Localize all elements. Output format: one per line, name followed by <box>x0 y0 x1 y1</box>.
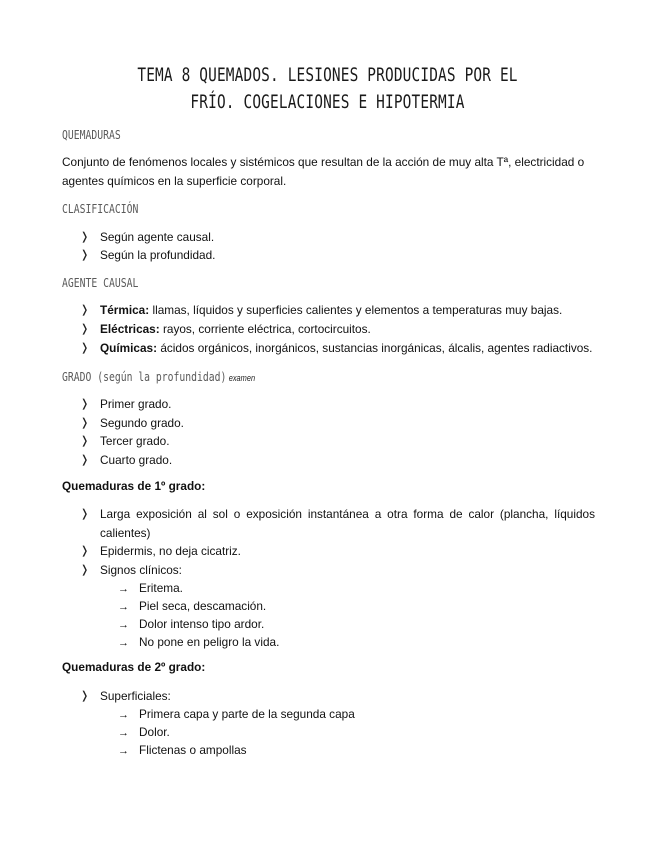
list-item: ❭ Epidermis, no deja cicatriz. <box>80 542 595 561</box>
sub-list-item: → No pone en peligro la vida. <box>118 633 279 652</box>
sub-list-item: → Flictenas o ampollas <box>118 741 247 760</box>
list-item: ❭ Cuarto grado. <box>80 451 595 470</box>
sub-list-item: → Dolor. <box>118 723 170 742</box>
quemaduras-definition: Conjunto de fenómenos locales y sistémicos que resultan de la acción de muy alta Tª, electricidad o agentes químicos en la superficie corporal. <box>62 155 585 188</box>
bullet-icon: ❭ <box>80 398 90 410</box>
bullet-icon: ❭ <box>80 304 90 316</box>
arrow-icon: → <box>118 727 129 739</box>
arrow-icon: → <box>118 637 129 649</box>
list-item: ❭ Térmica: llamas, líquidos y superficies calientes y elementos a temperaturas muy bajas. <box>80 301 595 320</box>
bullet-icon: ❭ <box>80 690 90 702</box>
sub-list-item: → Dolor intenso tipo ardor. <box>118 615 264 634</box>
list-item: ❭ Eléctricas: rayos, corriente eléctrica, cortocircuitos. <box>80 320 595 339</box>
list-item: ❭ Según agente causal. <box>80 228 595 247</box>
heading-primer-grado: Quemaduras de 1º grado: <box>62 479 206 493</box>
list-item: ❭ Tercer grado. <box>80 432 595 451</box>
list-item: ❭ Signos clínicos: <box>80 561 595 580</box>
arrow-icon: → <box>118 601 129 613</box>
bullet-icon: ❭ <box>80 249 90 261</box>
bullet-icon: ❭ <box>80 417 90 429</box>
exam-tag: examen <box>228 373 256 384</box>
section-heading-clasificacion: CLASIFICACIÓN <box>62 201 139 216</box>
bullet-icon: ❭ <box>80 435 90 447</box>
arrow-icon: → <box>118 619 129 631</box>
list-item: ❭ Según la profundidad. <box>80 246 595 265</box>
sub-list-item: → Piel seca, descamación. <box>118 597 266 616</box>
term-label: Térmica: <box>100 303 150 317</box>
list-item: ❭ Segundo grado. <box>80 414 595 433</box>
bullet-icon: ❭ <box>80 564 90 576</box>
sub-list-item: → Eritema. <box>118 579 183 598</box>
bullet-icon: ❭ <box>80 323 90 335</box>
arrow-icon: → <box>118 583 129 595</box>
bullet-icon: ❭ <box>80 454 90 466</box>
bullet-icon: ❭ <box>80 508 90 520</box>
list-item: ❭ Primer grado. <box>80 395 595 414</box>
list-item: ❭ Químicas: ácidos orgánicos, inorgánicos, sustancias inorgánicas, álcalis, agentes radiactivos. <box>80 339 595 358</box>
document-title: TEMA 8 QUEMADOS. LESIONES PRODUCIDAS POR EL FRÍO. COGELACIONES E HIPOTERMIA <box>137 65 518 113</box>
bullet-icon: ❭ <box>80 342 90 354</box>
heading-segundo-grado: Quemaduras de 2º grado: <box>62 660 206 674</box>
section-heading-quemaduras: QUEMADURAS <box>62 127 121 142</box>
section-heading-grado: GRADO (según la profundidad) examen <box>62 369 256 384</box>
section-heading-agente-causal: AGENTE CAUSAL <box>62 275 139 290</box>
arrow-icon: → <box>118 709 129 721</box>
term-label: Químicas: <box>100 341 158 355</box>
arrow-icon: → <box>118 745 129 757</box>
bullet-icon: ❭ <box>80 545 90 557</box>
term-label: Eléctricas: <box>100 322 160 336</box>
sub-list-item: → Primera capa y parte de la segunda capa <box>118 705 355 724</box>
list-item: ❭ Superficiales: <box>80 687 595 706</box>
bullet-icon: ❭ <box>80 231 90 243</box>
list-item: ❭ Larga exposición al sol o exposición instantánea a otra forma de calor (plancha, líquidos calientes) <box>80 507 595 540</box>
